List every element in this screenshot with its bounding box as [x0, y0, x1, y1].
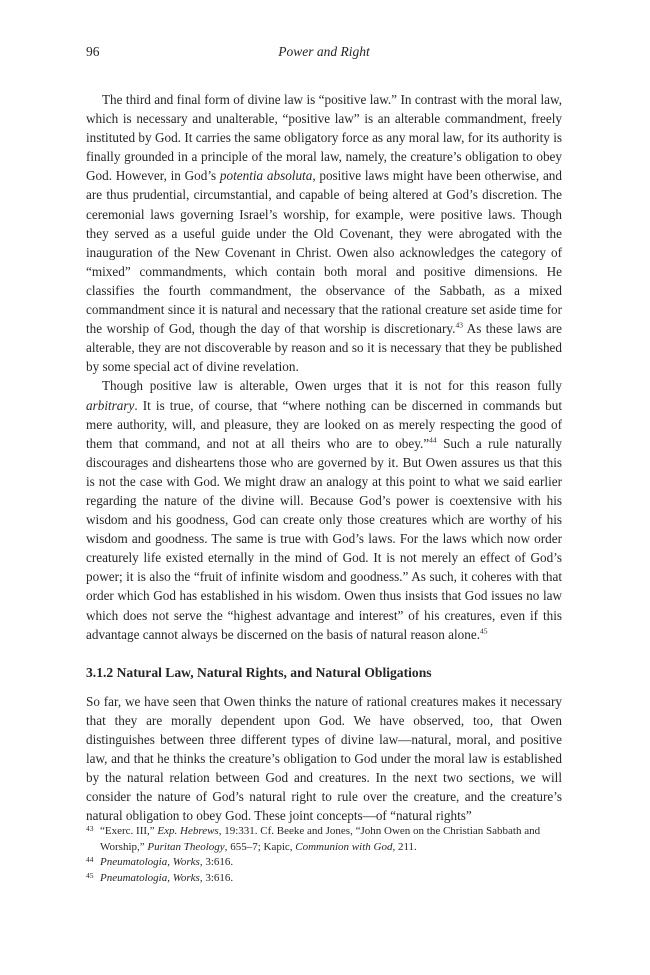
- page-header: [86, 44, 562, 64]
- italic-text: Pneumatologia: [100, 856, 168, 868]
- body-text: [86, 90, 562, 825]
- italic-text: Exp. Hebrews: [157, 825, 219, 837]
- paragraph: [86, 376, 562, 643]
- text-run: ,: [167, 856, 173, 868]
- footnote-ref: 43: [455, 320, 463, 330]
- section-heading: 3.1.2 Natural Law, Natural Rights, and Natural Obligations: [86, 664, 432, 680]
- text-run: ,: [167, 871, 173, 884]
- italic-text: Communion with God: [295, 840, 393, 853]
- text-run: , 655–7; Kapic,: [224, 840, 296, 853]
- footnote-ref: 45: [480, 626, 488, 636]
- text-run: , 211.: [392, 840, 417, 853]
- text-run: As these laws are alterable, they are not discoverable by reason and so it is necessary that they be published by some special act of divine revelation.: [86, 321, 562, 375]
- text-run: , 19:331. Cf. Beeke and Jones, “John Owen on the Christian Sabbath and Worship,”: [100, 825, 541, 853]
- italic-text: Works: [172, 856, 200, 868]
- text-run: , 3:616.: [199, 856, 234, 868]
- running-title: Power and Right: [278, 44, 370, 59]
- italic-text: Works: [172, 871, 200, 884]
- footnote-number: 45: [86, 870, 94, 880]
- footnote: [86, 871, 562, 887]
- text-run: . It is true, of course, that “where nothing can be discerned in commands but mere authority, will, and pleasure, they are looked on as merely respecting the good of them that command, and not at all theirs who are to obey.”: [86, 397, 562, 451]
- text-run: The third and final form of divine law is “positive law.” In contrast with the moral law, which is necessary and unalterable, “positive law” is an alterable commandment, freely instituted by God. It carries the same obligatory force as any moral law, for its authority is finally grounded in a principle of the moral law, namely, the creature’s obligation to obey God. However, in God’s: [86, 92, 562, 184]
- footnote-text: [100, 856, 233, 868]
- text-run: , 3:616.: [199, 871, 234, 884]
- footnote: [86, 855, 562, 871]
- footnote-number: 44: [86, 855, 94, 864]
- page-number: 96: [86, 44, 100, 59]
- paragraph: So far, we have seen that Owen thinks the nature of rational creatures makes it necessary that they are morally dependent upon God. We have observed, too, that Owen distinguishes between three different types of divine law—natural, moral, and positive law, and that he thinks the creature’s obligation to God under the moral law is established by the natural relation between God and creatures. In the next two sections, we will consider the nature of God’s natural right to rule over the creature, and the creature’s natural obligation to obey God. These joint concepts—of “natural rights”: [86, 693, 562, 824]
- footnote-ref: 44: [429, 435, 437, 445]
- text-run: , positive laws might have been otherwise, and are thus prudential, circumstantial, and capable of being altered at God’s discretion. The ceremonial laws governing Israel’s worship, for example, were positive laws. Though they served as a useful guide under the Old Covenant, they were abrogated with the inauguration of the New Covenant in Christ. Owen also acknowledges the category of “mixed” commandments, which contain both moral and positive dimensions. He classifies the fourth commandment, the observance of the Sabbath, as a mixed commandment since it is natural and necessary that the rational creature set aside time for the worship of God, though the day of that worship is discretionary.: [86, 168, 562, 337]
- footnote-text: [100, 872, 233, 884]
- paragraph: [86, 90, 562, 376]
- italic-text: Puritan Theology: [147, 840, 225, 853]
- italic-text: arbitrary: [86, 397, 135, 413]
- text-run: Though positive law is alterable, Owen urges that it is not for this reason fully: [102, 378, 562, 394]
- footnotes: [86, 824, 562, 886]
- footnote-text: [100, 825, 540, 853]
- italic-text: Pneumatologia: [100, 871, 168, 884]
- footnote-number: 43: [86, 824, 94, 833]
- text-run: “Exerc. III,”: [100, 825, 158, 837]
- italic-text: potentia absoluta: [219, 168, 313, 184]
- footnote: [86, 824, 562, 855]
- text-run: Such a rule naturally discourages and disheartens those who are governed by it. But Owen assures us that this is not the case with God. We might draw an analogy at this point to what we said earlier regarding the nature of the divine will. Because God’s power is coextensive with his wisdom and his goodness, God can create only those creatures which are worthy of his wisdom and goodness. The same is true with God’s laws. For the laws which now order creaturely life existed eternally in the mind of God. It is not merely an effect of God’s power; it is also the “fruit of infinite wisdom and goodness.” As such, it coheres with that order which God has established in his wisdom. Owen thus insists that God issues no law which does not serve the “highest advantage and interest” of his creatures, even if this advantage cannot always be discerned on the basis of natural reason alone.: [86, 435, 562, 642]
